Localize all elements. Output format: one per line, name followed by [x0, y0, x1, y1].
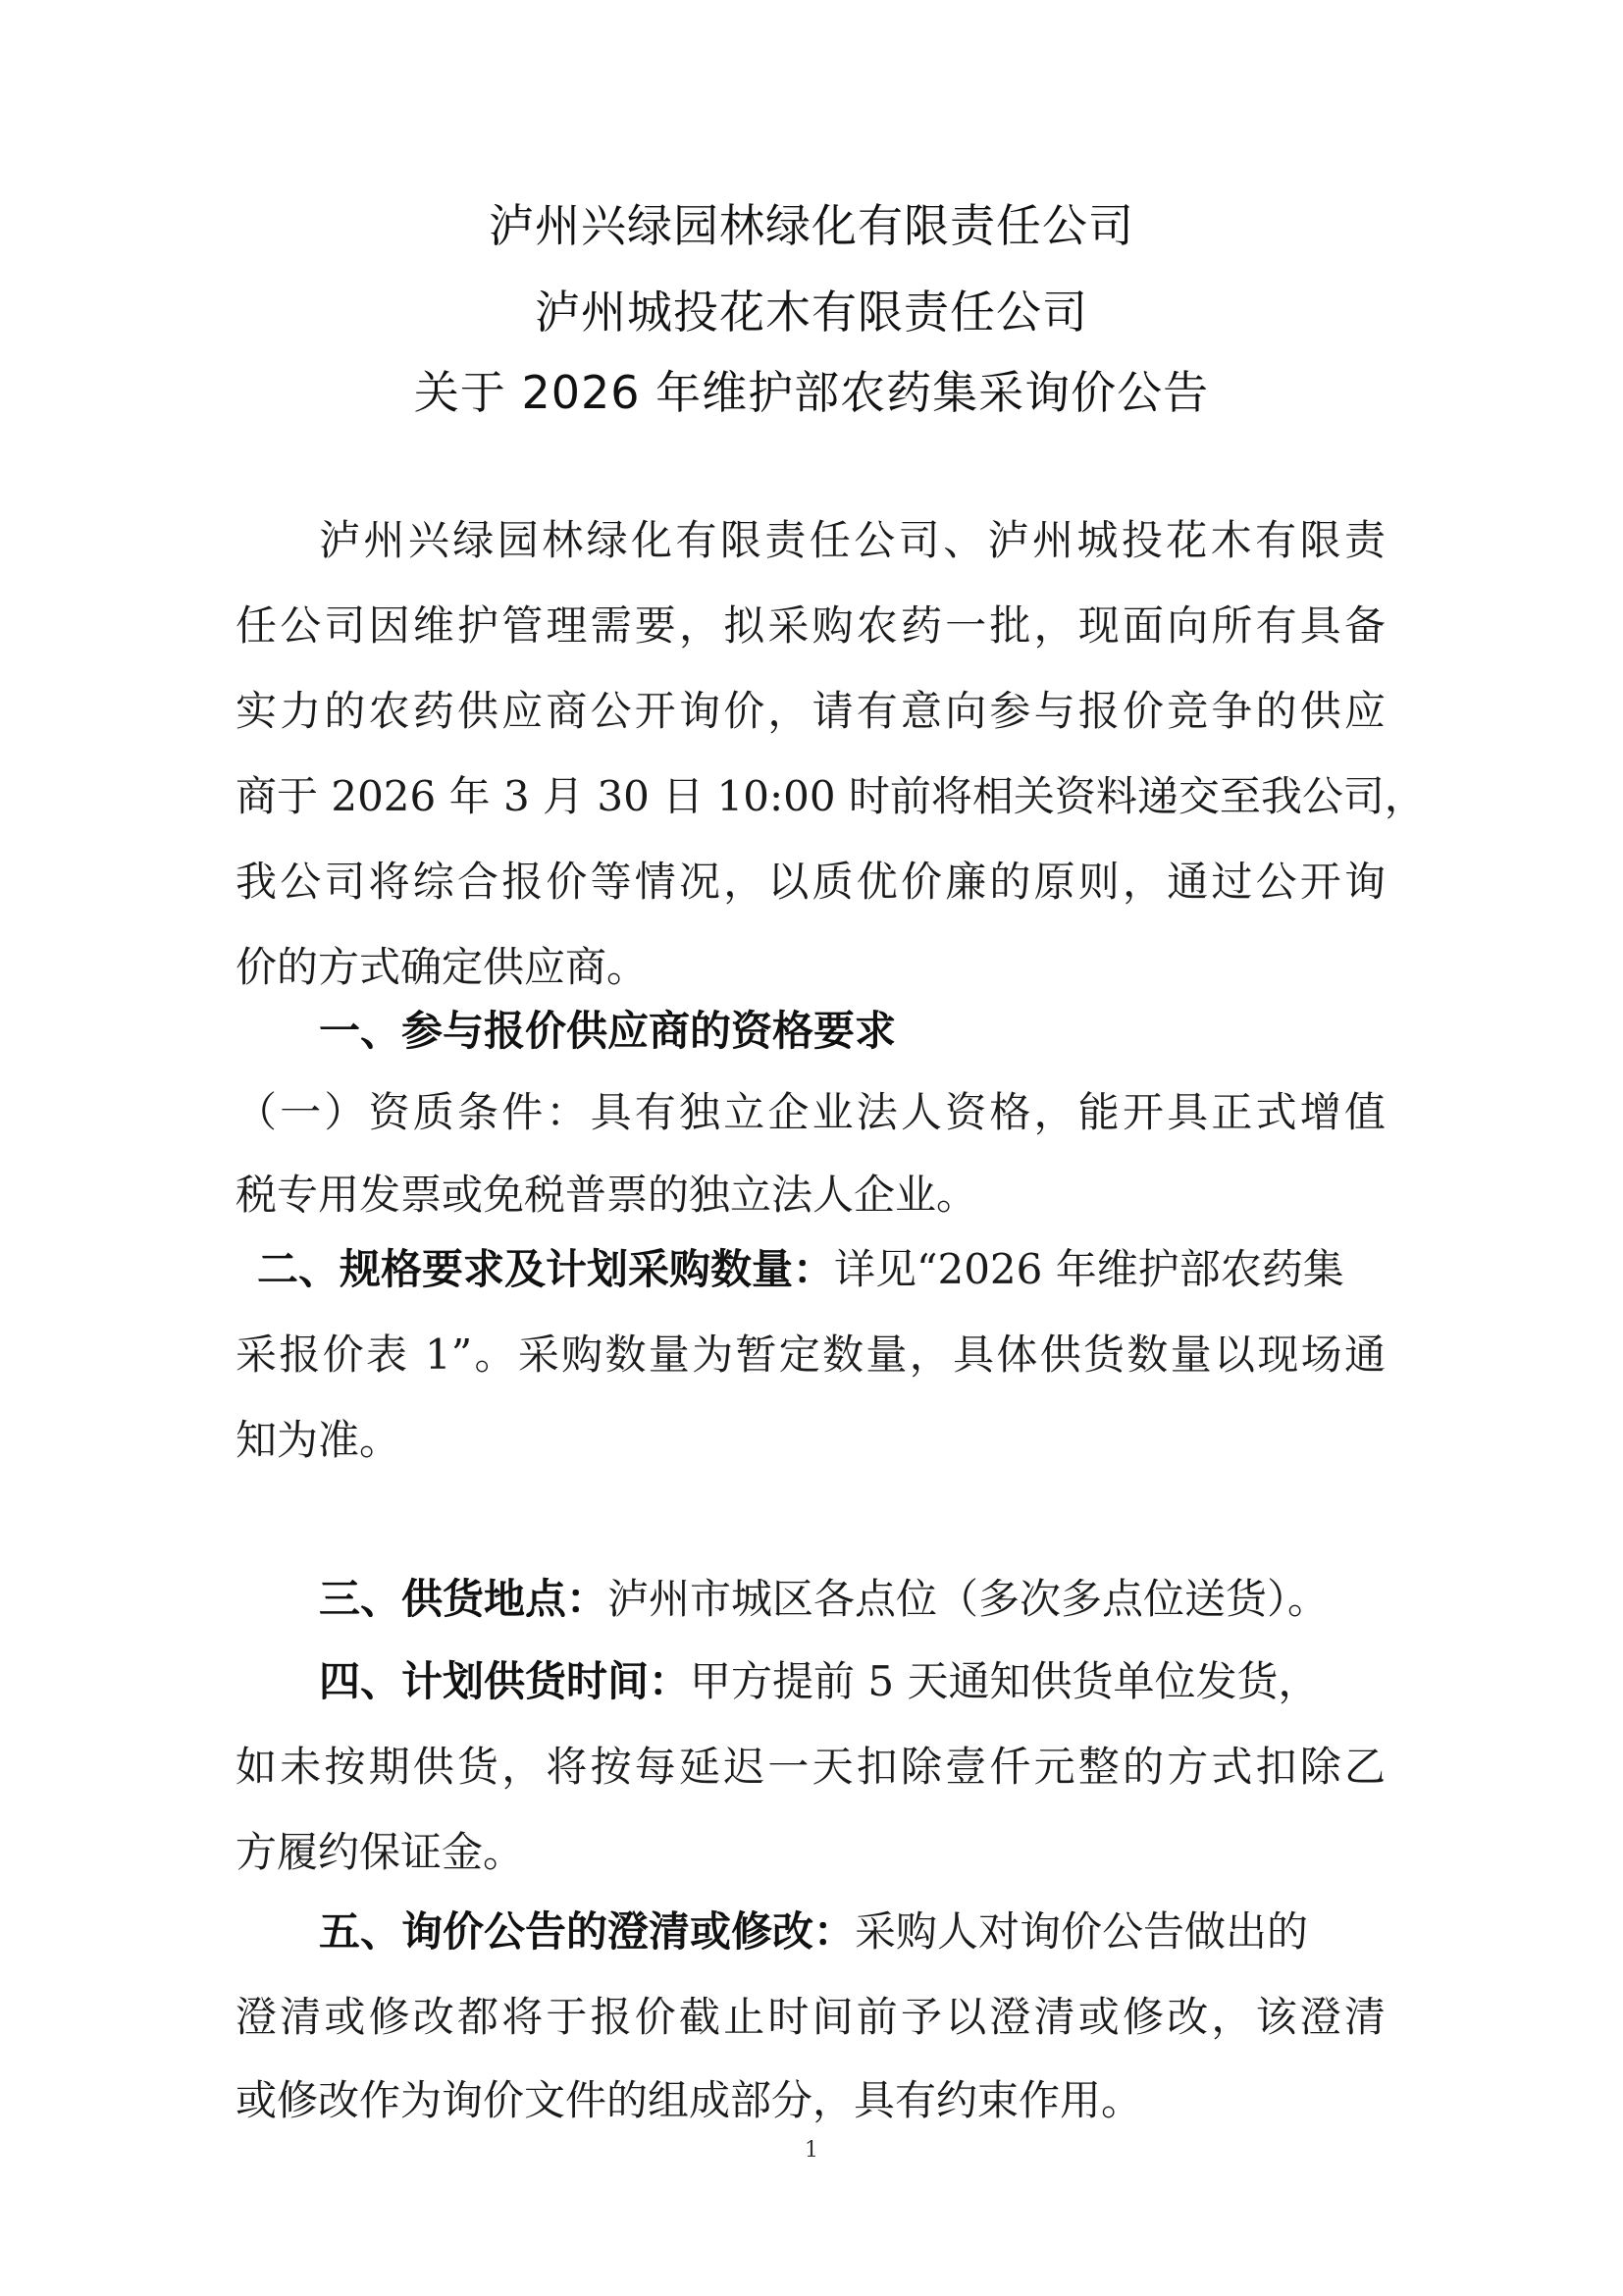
- section2-heading: 二、规格要求及计划采购数量：: [257, 1245, 835, 1293]
- section4-line-3: 方履约保证金。: [236, 1828, 525, 1876]
- section4-heading: 四、计划供货时间：: [319, 1657, 691, 1705]
- intro-line-5: 我公司将综合报价等情况，以质优价廉的原则，通过公开询: [236, 858, 1386, 906]
- title-subject: 关于 2026 年维护部农药集采询价公告: [413, 366, 1210, 419]
- section4-line-1-text: 甲方提前 5 天通知供货单位发货，: [690, 1657, 1320, 1705]
- section3-heading: 三、供货地点：: [319, 1575, 608, 1623]
- section2-line-1-text: 详见“2026 年维护部农药集: [834, 1245, 1344, 1293]
- intro-line-6: 价的方式确定供应商。: [236, 943, 649, 991]
- section1-line-1: （一）资质条件：具有独立企业法人资格，能开具正式增值: [236, 1088, 1386, 1136]
- section2-line-3: 知为准。: [236, 1416, 401, 1464]
- intro-line-1: 泸州兴绿园林绿化有限责任公司、泸州城投花木有限责: [319, 516, 1386, 564]
- section4-line-2: 如未按期供货，将按每延迟一天扣除壹仟元整的方式扣除乙: [236, 1743, 1386, 1791]
- section3-line: [319, 1574, 1329, 1625]
- section5-line-2: 澄清或修改都将于报价截止时间前予以澄清或修改，该澄清: [236, 1993, 1386, 2041]
- section1-heading: 一、参与报价供应商的资格要求: [319, 1007, 897, 1055]
- page-number: 1: [805, 2138, 818, 2163]
- title-company-2: 泸州城投花木有限责任公司: [535, 286, 1088, 339]
- section3-text: 泸州市城区各点位（多次多点位送货）。: [607, 1575, 1330, 1623]
- section5-line-1-text: 采购人对询价公告做出的: [855, 1907, 1309, 1956]
- section4-line-1: [319, 1656, 1319, 1707]
- section5-line-3: 或修改作为询价文件的组成部分，具有约束作用。: [236, 2076, 1143, 2124]
- section5-line-1: [319, 1906, 1308, 1957]
- intro-line-4: 商于 2026 年 3 月 30 日 10:00 时前将相关资料递交至我公司，: [236, 772, 1426, 820]
- section2-line-1: [257, 1244, 1344, 1295]
- section1-line-2: 税专用发票或免税普票的独立法人企业。: [236, 1171, 978, 1219]
- section2-line-2: 采报价表 1”。采购数量为暂定数量，具体供货数量以现场通: [236, 1331, 1386, 1379]
- section5-heading: 五、询价公告的澄清或修改：: [319, 1907, 856, 1956]
- intro-line-3: 实力的农药供应商公开询价，请有意向参与报价竞争的供应: [236, 687, 1386, 735]
- intro-line-2: 任公司因维护管理需要，拟采购农药一批，现面向所有具备: [236, 601, 1386, 650]
- title-company-1: 泸州兴绿园林绿化有限责任公司: [489, 199, 1134, 252]
